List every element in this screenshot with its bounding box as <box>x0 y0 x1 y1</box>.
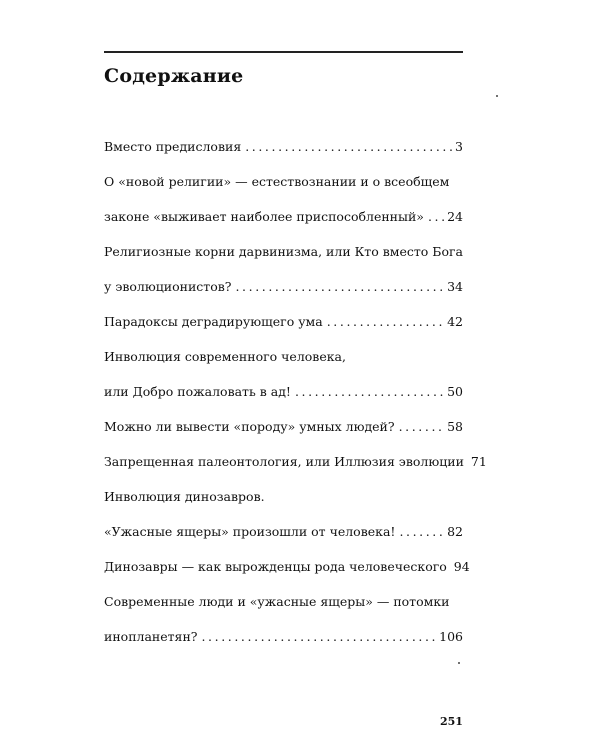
toc-entry-page: 24 <box>447 209 463 224</box>
dot-leader <box>245 135 452 159</box>
toc-entry-title: Парадоксы деградирующего ума <box>104 314 323 329</box>
toc-entry-title: инопланетян? <box>104 629 198 644</box>
toc-entry <box>104 485 463 520</box>
toc-entry <box>104 450 487 485</box>
toc-entry-title: Динозавры — как вырожденцы рода человеческого <box>104 559 447 574</box>
toc-entry-title: или Добро пожаловать в ад! <box>104 384 291 399</box>
page-title: Содержание <box>104 65 244 87</box>
toc-entry-title: у эволюционистов? <box>104 279 232 294</box>
toc-entry <box>104 135 463 170</box>
dot-leader <box>295 380 444 404</box>
dot-leader <box>428 205 444 229</box>
toc-entry-title: Запрещенная палеонтология, или Иллюзия эволюции <box>104 454 464 469</box>
toc-entry <box>104 170 463 205</box>
dot-leader <box>399 415 445 439</box>
scan-speck <box>458 662 460 664</box>
top-rule <box>104 51 463 53</box>
toc-entry-page: 106 <box>439 629 463 644</box>
toc-entry-title: «Ужасные ящеры» произошли от человека! <box>104 524 396 539</box>
toc-entry <box>104 205 463 240</box>
toc-entry <box>104 625 463 660</box>
toc-entry <box>104 555 470 590</box>
toc-entry <box>104 310 463 345</box>
toc-entry-title: Инволюция современного человека, <box>104 349 346 364</box>
toc-entry-page: 50 <box>447 384 463 399</box>
toc-entry <box>104 590 463 625</box>
toc-entry-page: 58 <box>447 419 463 434</box>
toc-entry-title: Современные люди и «ужасные ящеры» — потомки <box>104 594 450 609</box>
toc-entry <box>104 380 463 415</box>
toc-entry <box>104 415 463 450</box>
toc-entry-title: Можно ли вывести «породу» умных людей? <box>104 419 395 434</box>
dot-leader <box>399 520 444 544</box>
dot-leader <box>327 310 444 334</box>
toc-entry-title: Религиозные корни дарвинизма, или Кто вместо Бога <box>104 244 464 259</box>
toc-entry-title: О «новой религии» — естествознании и о всеобщем <box>104 174 450 189</box>
toc-entry-page: 82 <box>447 524 463 539</box>
table-of-contents <box>104 135 487 660</box>
toc-entry-title: законе «выживает наиболее приспособленный» <box>104 209 424 224</box>
toc-entry <box>104 345 463 380</box>
toc-entry-title: Вместо предисловия <box>104 139 242 154</box>
toc-entry-title: Инволюция динозавров. <box>104 489 265 504</box>
toc-entry-page: 34 <box>447 279 463 294</box>
dot-leader <box>201 625 436 649</box>
toc-entry <box>104 520 463 555</box>
toc-entry-page: 94 <box>453 559 470 574</box>
scan-speck <box>496 95 498 97</box>
toc-entry-page: 3 <box>455 139 463 154</box>
toc-entry-page: 71 <box>470 454 487 469</box>
toc-entry <box>104 275 463 310</box>
toc-entry-page: 42 <box>447 314 463 329</box>
toc-entry <box>104 240 463 275</box>
dot-leader <box>235 275 444 299</box>
page-number: 251 <box>440 715 463 728</box>
